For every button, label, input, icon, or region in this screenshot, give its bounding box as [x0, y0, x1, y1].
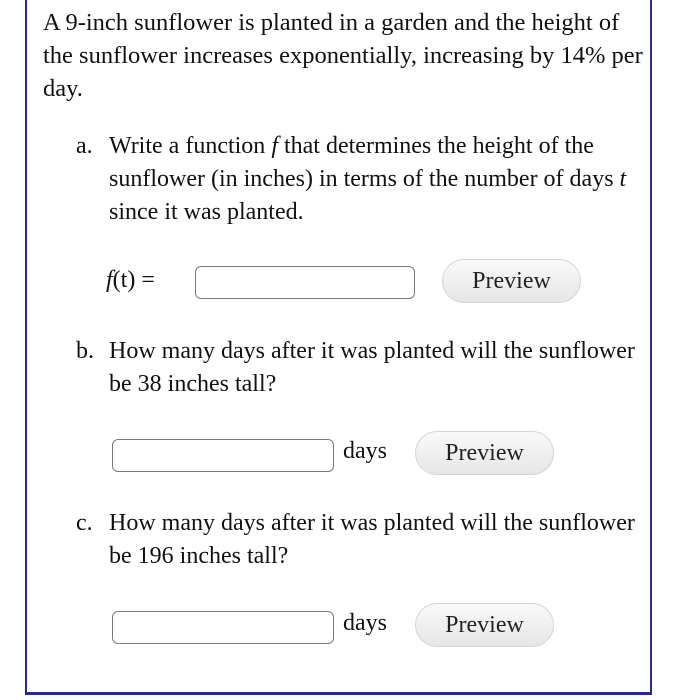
days-196-input[interactable] — [112, 611, 334, 644]
part-b-question: How many days after it was planted will the sunflower be 38 inches tall? — [109, 338, 635, 397]
function-input[interactable] — [195, 266, 415, 299]
part-a-text-1: Write a function — [109, 133, 272, 159]
days-unit-c: days — [343, 610, 387, 636]
preview-button-c[interactable]: Preview — [415, 603, 554, 647]
function-label-rest: (t) = — [112, 267, 155, 293]
part-c-question: How many days after it was planted will the sunflower be 196 inches tall? — [109, 510, 635, 569]
part-c-letter: c. — [76, 510, 93, 536]
preview-button-b[interactable]: Preview — [415, 431, 554, 475]
part-a-text-3: since it was planted. — [109, 199, 304, 225]
question-intro: A 9-inch sunflower is planted in a garden and the height of the sunflower increases exponentially, increasing by 14% per day. — [43, 9, 643, 102]
part-a-text-2: that determines the height of the sunflower (in inches) in terms of the number of days — [109, 133, 620, 192]
preview-button-a[interactable]: Preview — [442, 259, 581, 303]
part-b-letter: b. — [76, 338, 94, 364]
days-38-input[interactable] — [112, 439, 334, 472]
days-unit-b: days — [343, 438, 387, 464]
function-label-f: f — [106, 267, 113, 293]
part-a-var-f: f — [271, 133, 278, 159]
part-a-var-t: t — [619, 166, 627, 192]
part-a-question — [109, 130, 639, 229]
part-a-letter: a. — [76, 133, 93, 159]
function-label — [106, 267, 155, 294]
